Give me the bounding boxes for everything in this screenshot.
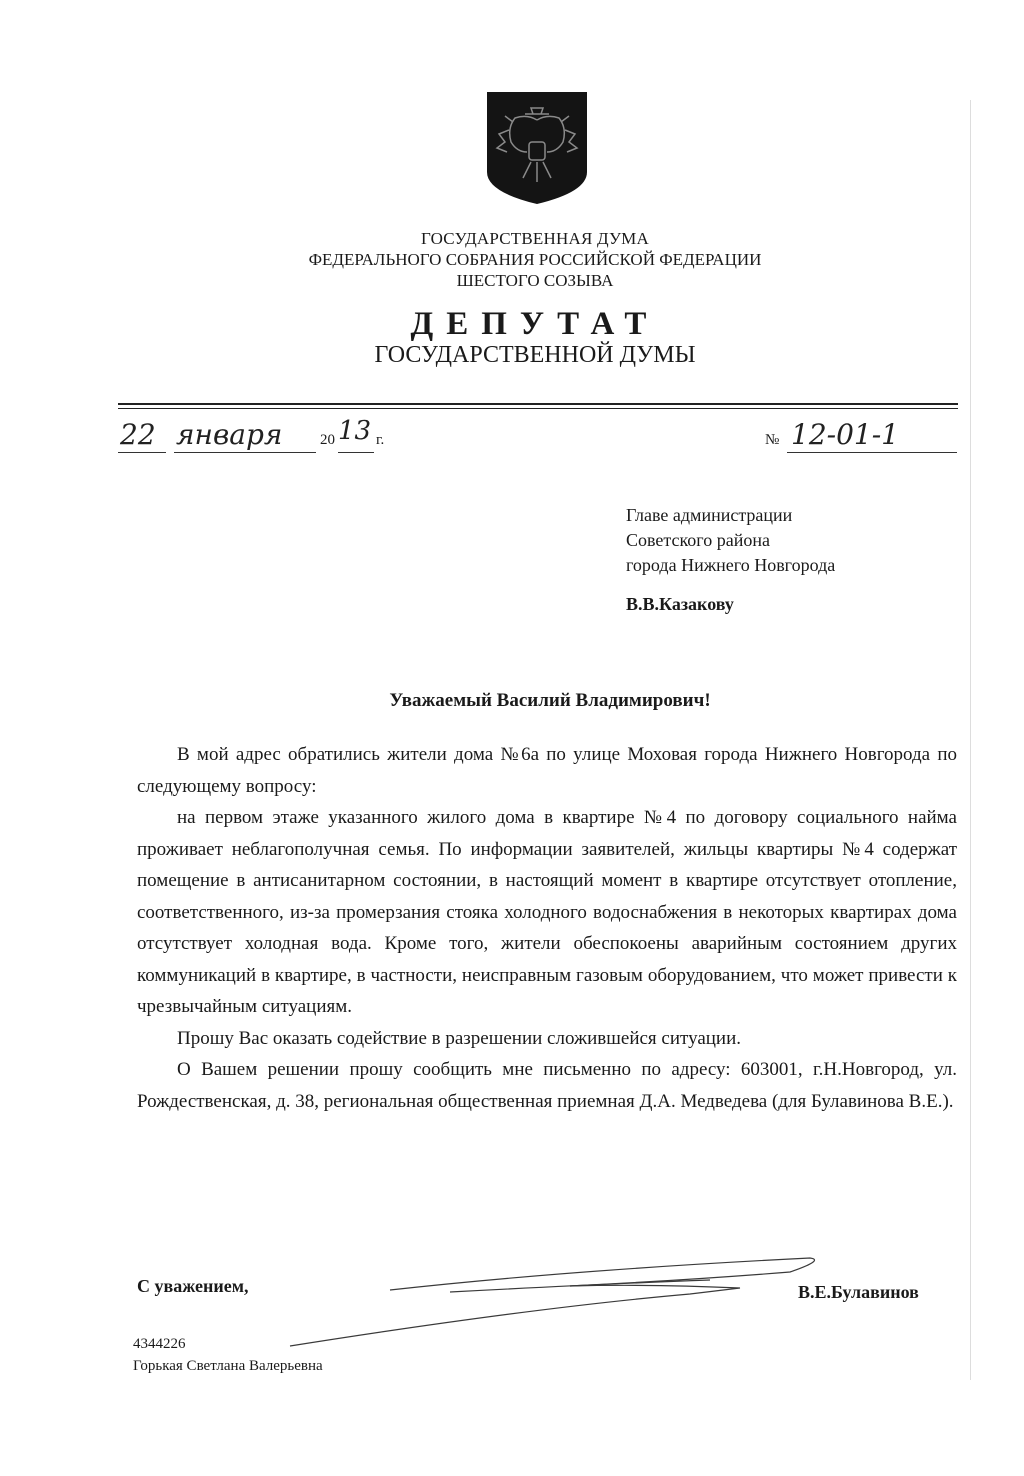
executor-phone: 4344226 [133, 1336, 186, 1352]
date-day: 22 [120, 418, 156, 451]
recipient-line-1: Главе администрации [626, 505, 793, 525]
recipient-name: В.В.Казакову [626, 594, 734, 614]
executor-name: Горькая Светлана Валерьевна [133, 1358, 323, 1374]
double-headed-eagle-icon [487, 92, 587, 204]
signature [270, 1250, 830, 1350]
document-number [765, 418, 957, 458]
number-label: № [765, 432, 780, 448]
header-line-3: ШЕСТОГО СОЗЫВА [456, 271, 614, 290]
number-value: 12-01-1 [791, 418, 899, 451]
body-paragraph-3: Прошу Вас оказать содействие в разрешении сложившейся ситуации. [177, 1027, 742, 1049]
recipient-line-2: Советского района [626, 530, 770, 550]
header-rule-top [118, 403, 958, 405]
date-year-mark: г. [376, 432, 385, 448]
body-paragraph-4: О Вашем решении прошу сообщить мне письменно по адресу: 603001, г.Н.Новгород, ул. Рождественская, д. 38, региональная общественная приемная Д.А. Медведева (для Булавинова В.Е.). [137, 1059, 957, 1112]
state-emblem [487, 92, 587, 204]
header-rule-bottom [118, 408, 958, 409]
header-line-2: ФЕДЕРАЛЬНОГО СОБРАНИЯ РОССИЙСКОЙ ФЕДЕРАЦИИ [308, 250, 762, 269]
header-line-1: ГОСУДАРСТВЕННАЯ ДУМА [421, 229, 649, 248]
letter-body [137, 739, 957, 1117]
duma-subtitle: ГОСУДАРСТВЕННОЙ ДУМЫ [374, 342, 696, 368]
recipient-line-3: города Нижнего Новгорода [626, 555, 836, 575]
date-line [118, 418, 383, 458]
body-paragraph-1: В мой адрес обратились жители дома №6а по улице Моховая города Нижнего Новгорода по следующему вопросу: [137, 744, 957, 797]
body-paragraph-2: на первом этаже указанного жилого дома в квартире №4 по договору социального найма проживает неблагополучная семья. По информации заявителей, жильцы квартиры №4 содержат помещение в антисанитарном состоянии, в настоящий момент в квартире отсутствует отопление, соответственного, из-за промерзания стояка холодного водоснабжения в некоторых квартирах дома отсутствует холодная вода. Кроме того, жители обеспокоены аварийным состоянием других коммуникаций в квартире, в частности, неисправным газовым оборудованием, что может привести к чрезвычайным ситуациям. [137, 807, 957, 1017]
date-month: января [176, 418, 283, 451]
deputy-title: ДЕПУТАТ [410, 306, 660, 342]
date-year-suffix: 13 [338, 416, 372, 446]
date-year-prefix: 20 [320, 432, 335, 448]
signer-name: В.Е.Булавинов [798, 1282, 919, 1302]
handwritten-signature-icon [270, 1250, 830, 1350]
scan-edge [970, 100, 971, 1380]
salutation: Уважаемый Василий Владимирович! [389, 690, 711, 711]
closing-regards: С уважением, [137, 1276, 249, 1296]
